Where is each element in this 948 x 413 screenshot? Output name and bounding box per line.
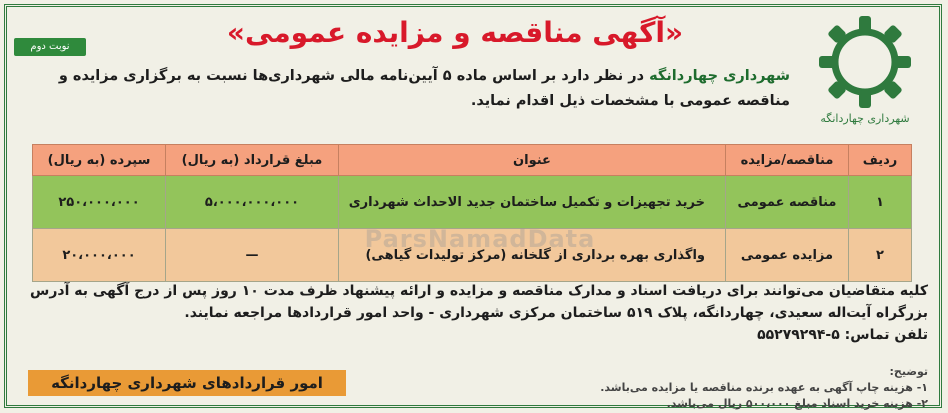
note-item: ۱- هزینه چاپ آگهی به عهده برنده مناقصه یا مزایده می‌باشد. xyxy=(600,381,928,394)
intro-text xyxy=(30,64,790,114)
header-type: مناقصه/مزایده xyxy=(726,145,849,176)
cell-deposit: ۲۵۰،۰۰۰،۰۰۰ xyxy=(33,176,166,229)
cell-amount: — xyxy=(166,229,339,282)
header-title: عنوان xyxy=(339,145,726,176)
notes-label: توضیح: xyxy=(889,365,928,378)
municipality-logo xyxy=(796,14,934,134)
table-header-row xyxy=(33,145,912,176)
notes-block xyxy=(368,364,928,412)
instructions-text: کلیه متقاضیان می‌توانند برای دریافت اسناد و مدارک مناقصه و مزایده و ارائه پیشنهاد ظرف مدت ۱۰ روز پس از درج آگهی به آدرس بزرگراه آیت‌اله سعیدی، چهاردانگه، پلاک ۵۱۹ ساختمان مرکزی شهرداری - واحد امور قراردادها مراجعه نمایند. xyxy=(30,283,928,321)
table-row xyxy=(33,176,912,229)
cell-amount: ۵،۰۰۰،۰۰۰،۰۰۰ xyxy=(166,176,339,229)
contracts-department-band: امور قراردادهای شهرداری چهاردانگه xyxy=(28,370,346,396)
intro-org: شهرداری چهاردانگه xyxy=(649,68,790,84)
cell-type: مناقصه عمومی xyxy=(726,176,849,229)
contact-phone: تلفن تماس: ۵-۵۵۲۷۹۲۹۴ xyxy=(757,327,928,343)
header-row-number: ردیف xyxy=(849,145,912,176)
tender-table xyxy=(32,144,912,282)
logo-caption: شهرداری چهاردانگه xyxy=(820,112,910,125)
cell-title: واگذاری بهره برداری از گلخانه (مرکز تولیدات گیاهی) xyxy=(339,229,726,282)
header-amount: مبلغ قرارداد (به ریال) xyxy=(166,145,339,176)
logo-emblem-icon xyxy=(817,14,913,110)
intro-body: در نظر دارد بر اساس ماده ۵ آیین‌نامه مالی شهرداری‌ها نسبت به برگزاری مزایده و مناقصه عمومی با مشخصات ذیل اقدام نماید. xyxy=(58,68,790,109)
cell-type: مزایده عمومی xyxy=(726,229,849,282)
watermark: ParsNamadData xyxy=(364,225,596,253)
cell-row-number: ۱ xyxy=(849,176,912,229)
instructions-paragraph xyxy=(30,280,928,346)
header-deposit: سپرده (به ریال) xyxy=(33,145,166,176)
second-publication-badge: نوبت دوم xyxy=(14,38,86,56)
note-item: ۲- هزینه خرید اسناد مبلغ ۵۰۰،۰۰۰ ریال می‌باشد. xyxy=(666,397,928,410)
cell-deposit: ۲۰،۰۰۰،۰۰۰ xyxy=(33,229,166,282)
cell-title: خرید تجهیزات و تکمیل ساختمان جدید الاحداث شهرداری xyxy=(339,176,726,229)
ad-headline: «آگهی مناقصه و مزایده عمومی» xyxy=(226,16,684,49)
cell-row-number: ۲ xyxy=(849,229,912,282)
